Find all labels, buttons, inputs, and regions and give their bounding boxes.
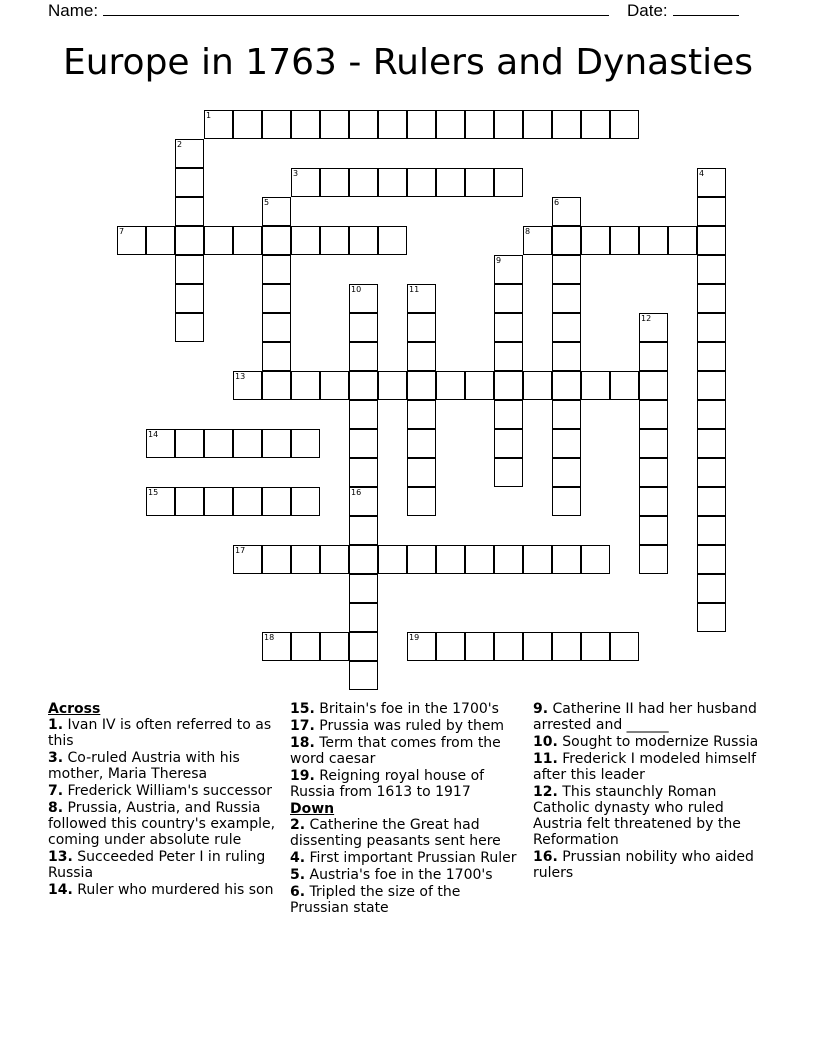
clue-item-text: Tripled the size of the Prussian state bbox=[290, 884, 461, 916]
grid-cell[interactable] bbox=[697, 400, 726, 429]
grid-cell[interactable] bbox=[581, 632, 610, 661]
clue-item bbox=[290, 735, 522, 767]
grid-cell[interactable] bbox=[262, 284, 291, 313]
clue-item-number: 18. bbox=[290, 735, 315, 751]
clue-item-text: Britain's foe in the 1700's bbox=[314, 701, 499, 717]
clue-item bbox=[48, 882, 278, 898]
clue-number-11: 11 bbox=[409, 285, 420, 294]
grid-cell[interactable] bbox=[552, 313, 581, 342]
grid-cell[interactable] bbox=[175, 226, 204, 255]
grid-cell[interactable] bbox=[349, 429, 378, 458]
grid-cell[interactable] bbox=[494, 342, 523, 371]
page-title: Europe in 1763 - Rulers and Dynasties bbox=[62, 42, 753, 83]
grid-cell[interactable] bbox=[494, 632, 523, 661]
grid-cell[interactable] bbox=[407, 313, 436, 342]
grid-cell[interactable] bbox=[697, 342, 726, 371]
grid-cell[interactable] bbox=[291, 110, 320, 139]
across-clue-list-continued bbox=[290, 701, 522, 800]
grid-cell[interactable] bbox=[552, 255, 581, 284]
clue-item bbox=[48, 717, 278, 749]
grid-cell[interactable] bbox=[552, 226, 581, 255]
clue-number-3: 3 bbox=[293, 169, 299, 178]
grid-cell[interactable] bbox=[697, 487, 726, 516]
grid-cell[interactable] bbox=[697, 371, 726, 400]
clues-column-3 bbox=[533, 701, 765, 882]
grid-cell[interactable] bbox=[494, 168, 523, 197]
grid-cell[interactable] bbox=[349, 516, 378, 545]
grid-cell[interactable] bbox=[639, 342, 668, 371]
grid-cell[interactable] bbox=[697, 284, 726, 313]
grid-cell[interactable] bbox=[639, 226, 668, 255]
grid-cell[interactable] bbox=[697, 458, 726, 487]
clue-item-number: 14. bbox=[48, 882, 73, 898]
grid-cell[interactable] bbox=[552, 545, 581, 574]
grid-cell[interactable] bbox=[378, 168, 407, 197]
clue-item-number: 8. bbox=[48, 800, 64, 816]
clue-number-6: 6 bbox=[554, 198, 560, 207]
clue-item-text: First important Prussian Ruler bbox=[305, 850, 517, 866]
clue-number-16: 16 bbox=[351, 488, 362, 497]
grid-cell[interactable] bbox=[146, 226, 175, 255]
down-clue-list bbox=[290, 817, 522, 916]
grid-cell[interactable] bbox=[523, 632, 552, 661]
grid-cell[interactable] bbox=[552, 400, 581, 429]
grid-cell[interactable] bbox=[436, 371, 465, 400]
clue-item-number: 6. bbox=[290, 884, 306, 900]
grid-cell[interactable] bbox=[262, 371, 291, 400]
clue-item-number: 16. bbox=[533, 849, 558, 865]
grid-cell[interactable] bbox=[320, 371, 349, 400]
grid-cell[interactable] bbox=[436, 545, 465, 574]
grid-cell[interactable] bbox=[436, 632, 465, 661]
grid-cell[interactable] bbox=[610, 371, 639, 400]
grid-cell[interactable] bbox=[407, 545, 436, 574]
clue-number-7: 7 bbox=[119, 227, 125, 236]
grid-cell[interactable] bbox=[175, 429, 204, 458]
clues-column-1 bbox=[48, 701, 278, 899]
clue-item-number: 2. bbox=[290, 817, 306, 833]
grid-cell[interactable] bbox=[349, 168, 378, 197]
grid-cell[interactable] bbox=[407, 487, 436, 516]
grid-cell[interactable] bbox=[349, 661, 378, 690]
grid-cell[interactable] bbox=[291, 429, 320, 458]
grid-cell[interactable] bbox=[697, 603, 726, 632]
grid-cell[interactable] bbox=[697, 313, 726, 342]
grid-cell[interactable] bbox=[349, 110, 378, 139]
grid-cell[interactable] bbox=[552, 632, 581, 661]
clue-item-number: 4. bbox=[290, 850, 306, 866]
clue-number-2: 2 bbox=[177, 140, 183, 149]
grid-cell[interactable] bbox=[639, 516, 668, 545]
clue-item-text: Sought to modernize Russia bbox=[557, 734, 759, 750]
grid-cell[interactable] bbox=[436, 168, 465, 197]
grid-cell[interactable] bbox=[175, 487, 204, 516]
clue-item-number: 11. bbox=[533, 751, 558, 767]
down-clue-list-continued bbox=[533, 701, 765, 881]
grid-cell[interactable] bbox=[552, 429, 581, 458]
clue-item-number: 5. bbox=[290, 867, 306, 883]
grid-cell[interactable] bbox=[233, 226, 262, 255]
grid-cell[interactable] bbox=[552, 342, 581, 371]
grid-cell[interactable] bbox=[262, 545, 291, 574]
grid-cell[interactable] bbox=[175, 168, 204, 197]
clue-item-number: 17. bbox=[290, 718, 315, 734]
clue-item-number: 19. bbox=[290, 768, 315, 784]
clues-column-2 bbox=[290, 701, 522, 917]
grid-cell[interactable] bbox=[320, 168, 349, 197]
clue-number-14: 14 bbox=[148, 430, 159, 439]
clue-item-text: Term that comes from the word caesar bbox=[290, 735, 501, 767]
clue-item bbox=[48, 800, 278, 848]
grid-cell[interactable] bbox=[639, 371, 668, 400]
grid-cell[interactable] bbox=[349, 458, 378, 487]
clue-number-15: 15 bbox=[148, 488, 159, 497]
grid-cell[interactable] bbox=[581, 226, 610, 255]
grid-cell[interactable] bbox=[494, 110, 523, 139]
clue-number-13: 13 bbox=[235, 372, 246, 381]
clue-item-number: 12. bbox=[533, 784, 558, 800]
grid-cell[interactable] bbox=[465, 168, 494, 197]
clue-number-5: 5 bbox=[264, 198, 270, 207]
grid-cell[interactable] bbox=[233, 487, 262, 516]
grid-cell[interactable] bbox=[465, 110, 494, 139]
grid-cell[interactable] bbox=[262, 226, 291, 255]
grid-cell[interactable] bbox=[204, 429, 233, 458]
grid-cell[interactable] bbox=[378, 371, 407, 400]
grid-cell[interactable] bbox=[349, 371, 378, 400]
grid-cell[interactable] bbox=[552, 110, 581, 139]
clue-item-text: Succeeded Peter I in ruling Russia bbox=[48, 849, 266, 881]
clue-item bbox=[290, 701, 522, 717]
clue-item-number: 10. bbox=[533, 734, 558, 750]
clue-item-number: 13. bbox=[48, 849, 73, 865]
clue-number-17: 17 bbox=[235, 546, 246, 555]
clue-item-number: 3. bbox=[48, 750, 64, 766]
grid-cell[interactable] bbox=[349, 545, 378, 574]
grid-cell[interactable] bbox=[262, 313, 291, 342]
clue-item-text: Austria's foe in the 1700's bbox=[305, 867, 493, 883]
grid-cell[interactable] bbox=[175, 255, 204, 284]
grid-cell[interactable] bbox=[610, 226, 639, 255]
grid-cell[interactable] bbox=[204, 487, 233, 516]
clue-item bbox=[290, 768, 522, 800]
clue-item bbox=[48, 783, 278, 799]
grid-cell[interactable] bbox=[494, 458, 523, 487]
clue-number-19: 19 bbox=[409, 633, 420, 642]
across-heading: Across bbox=[48, 701, 101, 717]
clue-item-text: This staunchly Roman Catholic dynasty who ruled Austria felt threatened by the Reformation bbox=[533, 784, 741, 848]
grid-cell[interactable] bbox=[291, 545, 320, 574]
grid-cell[interactable] bbox=[262, 255, 291, 284]
grid-cell[interactable] bbox=[610, 632, 639, 661]
grid-cell[interactable] bbox=[349, 632, 378, 661]
down-heading: Down bbox=[290, 801, 335, 817]
clue-item bbox=[290, 867, 522, 883]
grid-cell[interactable] bbox=[639, 429, 668, 458]
grid-cell[interactable] bbox=[552, 371, 581, 400]
grid-cell[interactable] bbox=[233, 429, 262, 458]
grid-cell[interactable] bbox=[320, 545, 349, 574]
grid-cell[interactable] bbox=[697, 429, 726, 458]
clue-item-text: Prussia, Austria, and Russia followed this country's example, coming under absolute rule bbox=[48, 800, 276, 848]
grid-cell[interactable] bbox=[407, 429, 436, 458]
clue-item bbox=[533, 734, 765, 750]
clue-item bbox=[290, 718, 522, 734]
grid-cell[interactable] bbox=[494, 284, 523, 313]
grid-cell[interactable] bbox=[552, 487, 581, 516]
clue-item-text: Co-ruled Austria with his mother, Maria Theresa bbox=[48, 750, 240, 782]
across-clue-list bbox=[48, 717, 278, 898]
clue-item-text: Reigning royal house of Russia from 1613 to 1917 bbox=[290, 768, 485, 800]
grid-cell[interactable] bbox=[581, 371, 610, 400]
clue-number-8: 8 bbox=[525, 227, 531, 236]
grid-cell[interactable] bbox=[320, 226, 349, 255]
clue-item-text: Prussian nobility who aided rulers bbox=[533, 849, 754, 881]
grid-cell[interactable] bbox=[523, 545, 552, 574]
grid-cell[interactable] bbox=[378, 226, 407, 255]
grid-cell[interactable] bbox=[697, 516, 726, 545]
grid-cell[interactable] bbox=[262, 487, 291, 516]
grid-cell[interactable] bbox=[465, 545, 494, 574]
clue-item bbox=[533, 849, 765, 881]
clue-item bbox=[290, 850, 522, 866]
clue-item-text: Ruler who murdered his son bbox=[72, 882, 274, 898]
clue-item-number: 1. bbox=[48, 717, 64, 733]
grid-cell[interactable] bbox=[639, 545, 668, 574]
clue-item-text: Catherine II had her husband arrested and ______ bbox=[533, 701, 757, 733]
grid-cell[interactable] bbox=[494, 313, 523, 342]
grid-cell[interactable] bbox=[175, 313, 204, 342]
grid-cell[interactable] bbox=[639, 400, 668, 429]
grid-cell[interactable] bbox=[262, 110, 291, 139]
grid-cell[interactable] bbox=[697, 255, 726, 284]
clue-item bbox=[290, 817, 522, 849]
grid-cell[interactable] bbox=[581, 110, 610, 139]
grid-cell[interactable] bbox=[523, 110, 552, 139]
clue-item bbox=[533, 701, 765, 733]
grid-cell[interactable] bbox=[465, 371, 494, 400]
grid-cell[interactable] bbox=[349, 574, 378, 603]
grid-cell[interactable] bbox=[378, 110, 407, 139]
grid-cell[interactable] bbox=[494, 429, 523, 458]
date-label: Date: bbox=[627, 1, 668, 20]
grid-cell[interactable] bbox=[697, 197, 726, 226]
grid-cell[interactable] bbox=[494, 371, 523, 400]
grid-cell[interactable] bbox=[494, 545, 523, 574]
grid-cell[interactable] bbox=[407, 371, 436, 400]
grid-cell[interactable] bbox=[610, 110, 639, 139]
grid-cell[interactable] bbox=[233, 110, 262, 139]
grid-cell[interactable] bbox=[291, 487, 320, 516]
grid-cell[interactable] bbox=[581, 545, 610, 574]
clue-item-number: 15. bbox=[290, 701, 315, 717]
grid-cell[interactable] bbox=[378, 545, 407, 574]
clue-item-text: Catherine the Great had dissenting peasants sent here bbox=[290, 817, 501, 849]
clue-item-text: Ivan IV is often referred to as this bbox=[48, 717, 272, 749]
grid-cell[interactable] bbox=[407, 110, 436, 139]
clue-item bbox=[290, 884, 522, 916]
grid-cell[interactable] bbox=[349, 400, 378, 429]
grid-cell[interactable] bbox=[697, 574, 726, 603]
grid-cell[interactable] bbox=[175, 197, 204, 226]
clue-item-number: 7. bbox=[48, 783, 64, 799]
grid-cell[interactable] bbox=[262, 429, 291, 458]
clue-item bbox=[533, 784, 765, 848]
grid-cell[interactable] bbox=[349, 313, 378, 342]
name-label: Name: bbox=[48, 1, 99, 20]
clue-item bbox=[48, 849, 278, 881]
grid-cell[interactable] bbox=[320, 632, 349, 661]
clue-number-9: 9 bbox=[496, 256, 502, 265]
grid-cell[interactable] bbox=[291, 371, 320, 400]
grid-cell[interactable] bbox=[175, 284, 204, 313]
grid-cell[interactable] bbox=[436, 110, 465, 139]
grid-cell[interactable] bbox=[552, 458, 581, 487]
grid-cell[interactable] bbox=[639, 487, 668, 516]
grid-cell[interactable] bbox=[349, 342, 378, 371]
grid-cell[interactable] bbox=[291, 226, 320, 255]
clue-item-text: Frederick I modeled himself after this leader bbox=[533, 751, 757, 783]
grid-cell[interactable] bbox=[320, 110, 349, 139]
clue-item-number: 9. bbox=[533, 701, 549, 717]
grid-cell[interactable] bbox=[204, 226, 233, 255]
grid-cell[interactable] bbox=[407, 458, 436, 487]
grid-cell[interactable] bbox=[697, 226, 726, 255]
grid-cell[interactable] bbox=[349, 603, 378, 632]
grid-cell[interactable] bbox=[407, 342, 436, 371]
clue-item-text: Prussia was ruled by them bbox=[314, 718, 505, 734]
clue-number-18: 18 bbox=[264, 633, 275, 642]
grid-cell[interactable] bbox=[407, 168, 436, 197]
clue-item bbox=[533, 751, 765, 783]
grid-cell[interactable] bbox=[697, 545, 726, 574]
clue-number-4: 4 bbox=[699, 169, 705, 178]
clue-item bbox=[48, 750, 278, 782]
grid-cell[interactable] bbox=[639, 458, 668, 487]
clue-item-text: Frederick William's successor bbox=[63, 783, 272, 799]
grid-cell[interactable] bbox=[552, 284, 581, 313]
grid-cell[interactable] bbox=[407, 400, 436, 429]
grid-cell[interactable] bbox=[668, 226, 697, 255]
grid-cell[interactable] bbox=[494, 400, 523, 429]
grid-cell[interactable] bbox=[523, 371, 552, 400]
clue-number-12: 12 bbox=[641, 314, 652, 323]
grid-cell[interactable] bbox=[291, 632, 320, 661]
clue-number-1: 1 bbox=[206, 111, 212, 120]
grid-cell[interactable] bbox=[349, 226, 378, 255]
grid-cell[interactable] bbox=[262, 342, 291, 371]
grid-cell[interactable] bbox=[465, 632, 494, 661]
clue-number-10: 10 bbox=[351, 285, 362, 294]
